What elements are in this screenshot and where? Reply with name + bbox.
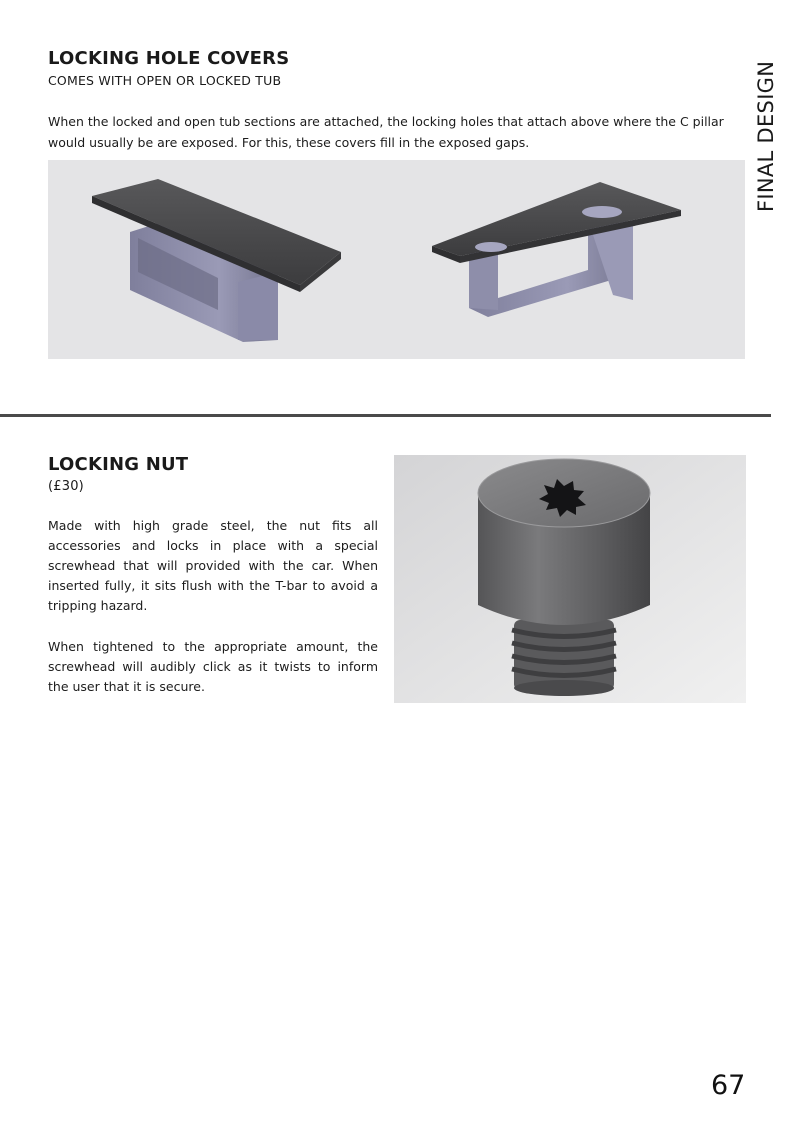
- section-subtitle: COMES WITH OPEN OR LOCKED TUB: [48, 73, 282, 88]
- cover-open-render: [432, 182, 681, 317]
- side-section-label: FINAL DESIGN: [754, 60, 778, 212]
- section-divider: [0, 414, 771, 417]
- cover-closed-render: [92, 179, 341, 342]
- section2-paragraph-1: Made with high grade steel, the nut fits all accessories and locks in place with a special screwhead that will provided with the car. When inserted fully, it sits flush with the T-bar to avoid a tripping hazard.: [48, 518, 378, 613]
- paragraph-line: would usually be are exposed. For this, these covers fill in the exposed gaps.: [48, 135, 530, 150]
- section-title-locking-hole-covers: LOCKING HOLE COVERS: [48, 48, 290, 69]
- nut-head-render: [478, 459, 650, 625]
- paragraph-line: When the locked and open tub sections are attached, the locking holes that attach above where the C pillar: [48, 114, 724, 129]
- locking-hole-covers-image: [48, 160, 745, 359]
- section1-paragraph: [48, 111, 748, 153]
- locking-nut-image: [394, 455, 746, 703]
- page-number: 67: [711, 1070, 746, 1101]
- nut-thread-render: [512, 620, 616, 696]
- price-label: (£30): [48, 479, 84, 494]
- section2-paragraph-2: When tightened to the appropriate amount, the screwhead will audibly click as it twists to inform the user that it is secure.: [48, 639, 378, 694]
- section-title-locking-nut: LOCKING NUT: [48, 454, 189, 475]
